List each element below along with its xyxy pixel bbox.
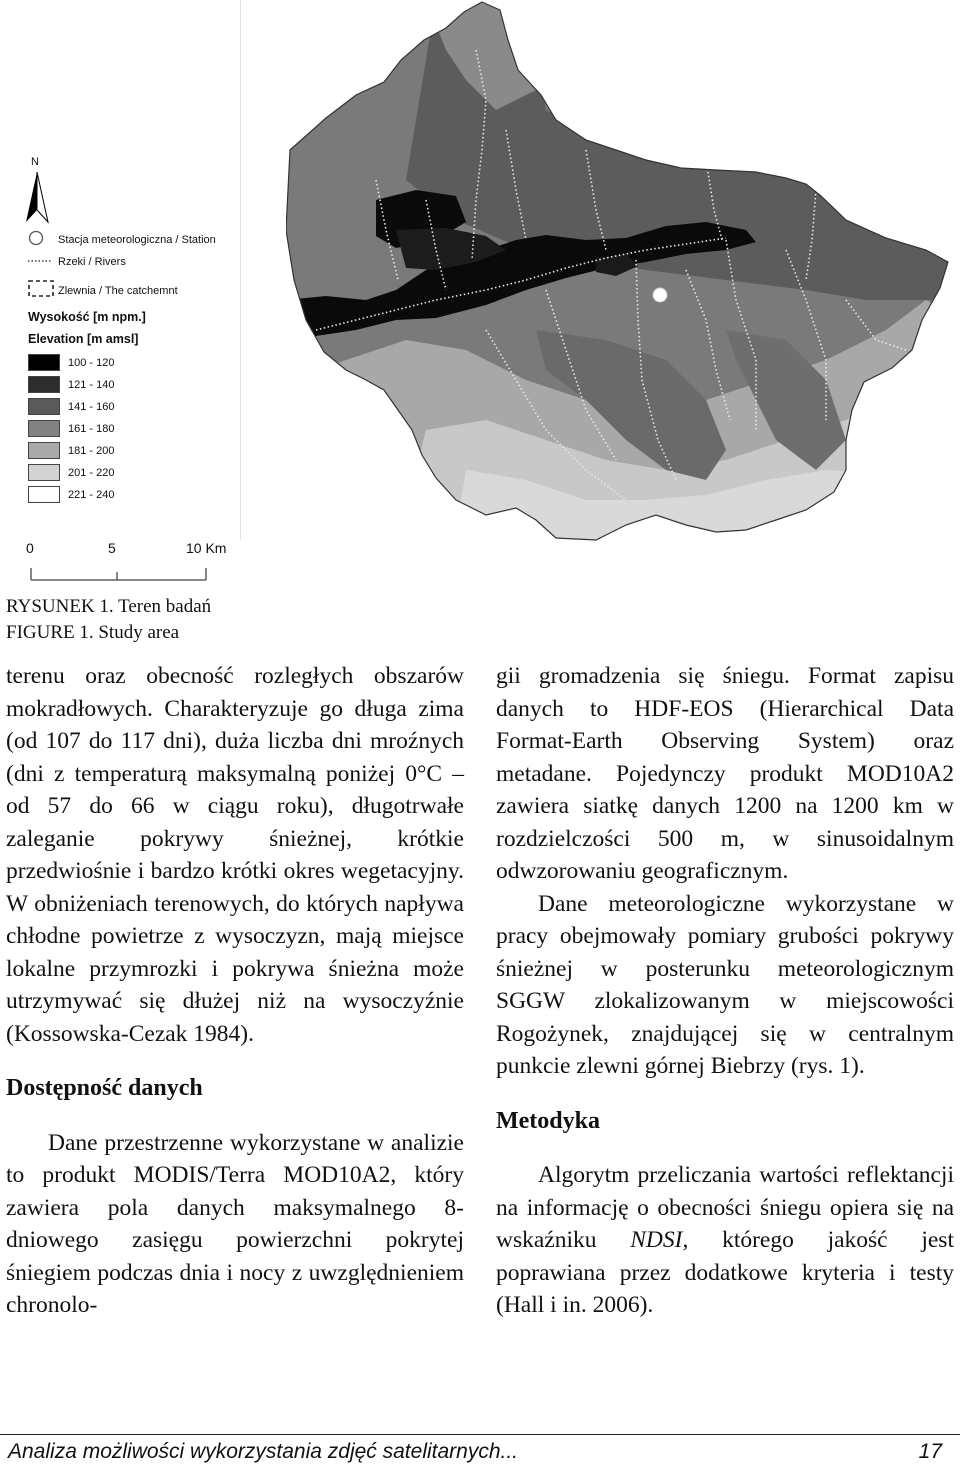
legend-class-6 (28, 464, 114, 481)
right-paragraph-3-end: , którego jakość jest poprawiana przez dodatkowe kryteria i testy (Hall i in. 2006). (496, 1227, 954, 1318)
swatch-5 (28, 442, 60, 459)
swatch-4 (28, 420, 60, 437)
north-label: N (31, 156, 39, 168)
legend-class-label: 201 - 220 (68, 466, 115, 479)
left-column (6, 660, 464, 1322)
left-paragraph-1: terenu oraz obecność rozległych obszarów mokradłowych. Charakteryzuje go długa zima (od 107 do 117 dni), duża liczba dni mroźnych (dni z temperaturą maksymalną poniżej 0°C – od 57 do 66 w ciągu roku), długotrwałe zaleganie pokrywy śnieżnej, krótkie przedwiośnie i bardzo krótki okres wegetacyjny. W obniżeniach terenowych, do których napływa chłodne powietrze z wysoczyzn, mają miejsce lokalne przymrozki i pokrywa śnieżna może utrzymywać się dłużej niż na wysoczyźnie (Kossowska-Cezak 1984). (6, 663, 464, 1047)
right-paragraph-2: Dane meteorologiczne wykorzystane w pracy obejmowały pomiary grubości pokrywy śnieżnej w posterunku meteorologicznym SGGW zlokalizowanym w miejscowości Rogożynek, znajdującej się w centralnym punkcie zlewni górnej Biebrzy (rys. 1). (496, 890, 954, 1079)
catchment-elevation-map (286, 0, 960, 590)
left-paragraph-2: Dane przestrzenne wykorzystane w analizie to produkt MODIS/Terra MOD10A2, który zawiera pola danych maksymalnego 8-dniowego zasięgu powierzchni pokrytej śniegiem podczas dnia i nocy z uwzględnieniem chronolo- (6, 1129, 464, 1318)
legend-station-label: Stacja meteorologiczna / Station (58, 233, 216, 246)
swatch-1 (28, 354, 60, 371)
legend-class-5 (28, 442, 114, 459)
swatch-2 (28, 376, 60, 393)
scale-tick-5: 5 (108, 540, 116, 556)
running-footer-title: Analiza możliwości wykorzystania zdjęć satelitarnych... (8, 1440, 519, 1463)
page-number: 17 (918, 1440, 942, 1463)
footer-rule (0, 1434, 960, 1435)
right-paragraph-3-start: Algorytm przeliczania wartości reflektancji na informację o obecności śniegu opiera się na wskaźniku (496, 1162, 954, 1253)
figure-caption-pl: RYSUNEK 1. Teren badań (6, 596, 212, 617)
station-marker-icon (653, 288, 667, 302)
legend-class-label: 100 - 120 (68, 356, 115, 369)
right-column (496, 660, 954, 1322)
north-arrow-icon (24, 172, 50, 224)
swatch-7 (28, 486, 60, 503)
legend-separator (240, 0, 241, 540)
legend-catchment-label: Zlewnia / The catchemnt (58, 284, 178, 297)
legend-rivers-label: Rzeki / Rivers (58, 256, 126, 268)
legend-class-label: 221 - 240 (68, 488, 115, 501)
station-circle-icon (28, 230, 44, 246)
legend-class-label: 181 - 200 (68, 444, 115, 457)
legend-rivers (28, 256, 126, 268)
swatch-6 (28, 464, 60, 481)
swatch-3 (28, 398, 60, 415)
right-paragraph-1: gii gromadzenia się śniegu. Format zapisu danych to HDF-EOS (Hierarchical Data Format-Earth Observing System) oraz metadane. Pojedynczy produkt MOD10A2 zawiera siatkę danych 1200 na 1200 km w rozdzielczości 500 m, w sinusoidalnym odwzorowaniu geograficznym. (496, 663, 954, 884)
legend-class-label: 121 - 140 (68, 378, 115, 391)
figure-caption-en: FIGURE 1. Study area (6, 622, 180, 643)
scale-bar (26, 540, 246, 590)
river-dotted-line-icon (28, 257, 54, 265)
legend-class-4 (28, 420, 114, 437)
legend-class-2 (28, 376, 114, 393)
scale-tick-10: 10 Km (186, 540, 227, 556)
legend-class-3 (28, 398, 114, 415)
map-legend-panel (0, 0, 244, 590)
section-heading-method: Metodyka (496, 1107, 600, 1134)
legend-class-label: 141 - 160 (68, 400, 115, 413)
ndsi-term: NDSI (630, 1227, 683, 1253)
scale-bar-line (30, 566, 220, 582)
legend-station (28, 230, 216, 249)
scale-tick-0: 0 (26, 540, 34, 556)
right-paragraph-3 (496, 1159, 954, 1322)
legend-class-7 (28, 486, 114, 503)
legend-class-label: 161 - 180 (68, 422, 115, 435)
section-heading-data: Dostępność danych (6, 1075, 203, 1101)
legend-elevation-title-en: Elevation [m amsl] (28, 332, 139, 346)
catchment-dashed-box-icon (28, 280, 56, 298)
legend-elevation-title-pl: Wysokość [m npm.] (28, 310, 146, 324)
legend-class-1 (28, 354, 114, 371)
legend-catchment (28, 280, 178, 301)
